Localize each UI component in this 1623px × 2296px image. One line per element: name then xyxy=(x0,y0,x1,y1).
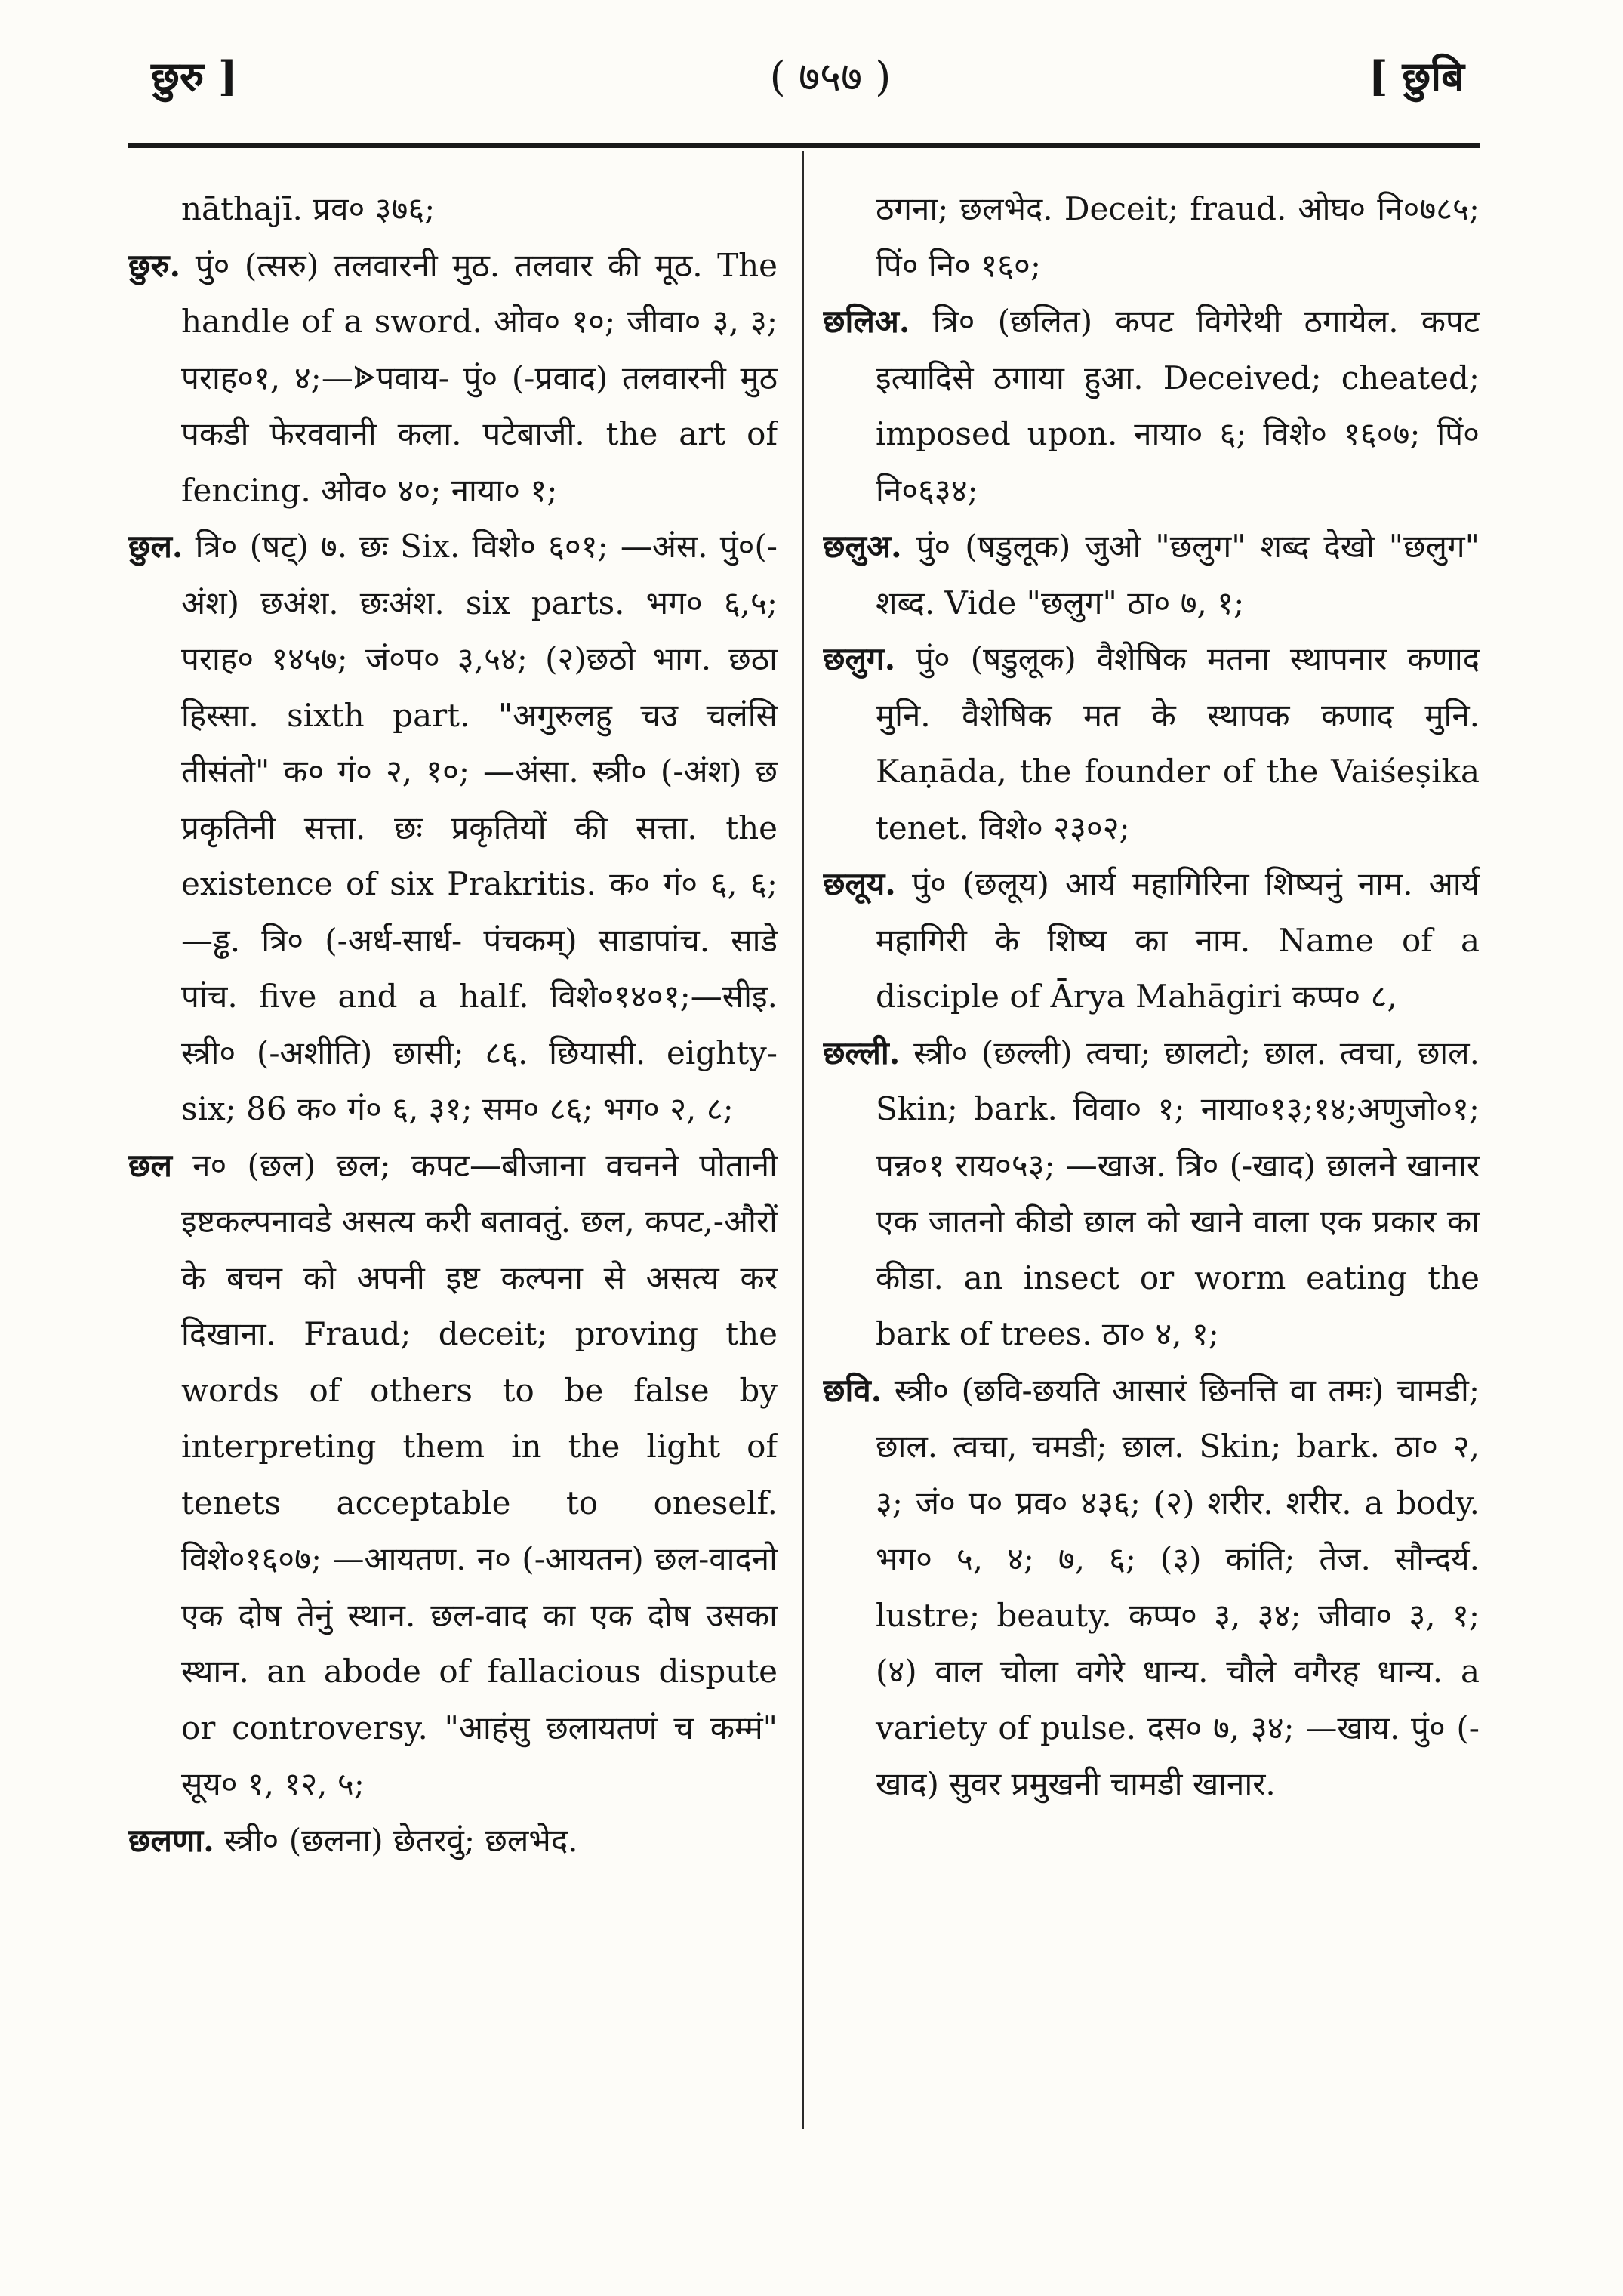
dictionary-entry xyxy=(128,519,778,1138)
entry-headword: छवि. xyxy=(823,1371,882,1409)
entry-definition: स्त्री० (छवि-छयति आसारं छिनत्ति वा तमः) चामडी; छाल. त्वचा, चमडी; छाल. Skin; bark. ठा० २, ३; जं० प० प्रव० ४३६; (२) शरीर. शरीर. a body. भग० ५, ४; ७, ६; (३) कांति; तेज. सौन्दर्य. lustre; beauty. कप्प० ३, ३४; जीवा० ३, १; (४) वाल चोला वगेरे धान्य. चौले वगैरह धान्य. a variety of pulse. दस० ७, ३४; —खाय. पुं० (-खाद) सुवर प्रमुखनी चामडी खानार. xyxy=(876,1371,1480,1802)
entry-headword: छलूय. xyxy=(823,865,896,902)
dictionary-entry xyxy=(823,856,1480,1025)
entry-headword: छुरु. xyxy=(128,246,181,284)
running-head-right: [ छुबि xyxy=(1368,52,1464,100)
entry-headword: छलुअ. xyxy=(823,528,902,565)
entry-continuation: nāthajī. प्रव० ३७६; xyxy=(181,190,436,227)
entry-definition: पुं० (षडुलूक) जुओ "छलुग" शब्द देखो "छलुग" शब्द. Vide "छलुग" ठा० ७, १; xyxy=(876,528,1480,621)
entry-headword: छलिअ. xyxy=(823,303,910,340)
entry-definition: स्त्री० (छलना) छेतरवुं; छलभेद. xyxy=(214,1821,578,1859)
entry-definition: पुं० (छलूय) आर्य महागिरिना शिष्यनुं नाम. आर्य महागिरी के शिष्य का नाम. Name of a disciple of Ārya Mahāgiri कप्प० ८, xyxy=(876,865,1480,1015)
entry-headword: छल्ली. xyxy=(823,1034,901,1071)
entry-definition: पुं० (त्सरु) तलवारनी मुठ. तलवार की मूठ. The handle of a sword. ओव० १०; जीवा० ३, ३; पराह०१, ४;—ᗎपवाय- पुं० (-प्रवाद) तलवारनी मुठ पकडी फेरववानी कला. पटेबाजी. the art of fencing. ओव० ४०; नाया० १; xyxy=(180,246,778,509)
entry-continuation: ठगना; छलभेद. Deceit; fraud. ओघ० नि०७८५; पिं० नि० १६०; xyxy=(876,190,1480,284)
header-rule xyxy=(128,143,1480,148)
entry-definition: न० (छल) छल; कपट—बीजाना वचनने पोतानी इष्टकल्पनावडे असत्य करी बतावतुं. छल, कपट,-औरों के बचन को अपनी इष्ट कल्पना से असत्य कर दिखाना. Fraud; deceit; proving the words of others to be false by interpreting them in the light of tenets acceptable to oneself. विशे०१६०७; —आयतण. न० (-आयतन) छल-वादनो एक दोष तेनुं स्थान. छल-वाद का एक दोष उसका स्थान. an abode of fallacious dispute or controversy. "आहंसु छलायतणं च कम्मं" सूय० १, १२, ५; xyxy=(171,1146,778,1802)
dictionary-entry xyxy=(823,294,1480,519)
entry-definition: त्रि० (षट्) ७. छः Six. विशे० ६०१; —अंस. पुं०(-अंश) छअंश. छःअंश. six parts. भग० ६,५; पराह० १४५७; जं०प० ३,५४; (२)छठो भाग. छठा हिस्सा. sixth part. "अगुरुलहु चउ चलंसि तीसंतो" क० गं० २, १०; —अंसा. स्त्री० (-अंश) छ प्रकृतिनी सत्ता. छः प्रकृतियों की सत्ता. the existence of six Prakritis. क० गं० ६, ६;—ड्ढ. त्रि० (-अर्ध-सार्ध- पंचकम्) साडापांच. साडे पांच. five and a half. विशे०१४०१;—सीइ. स्त्री० (-अशीति) छासी; ८६. छियासी. eighty-six; 86 क० गं० ६, ३१; सम० ८६; भग० २, ८; xyxy=(181,528,778,1127)
left-column xyxy=(128,181,778,2205)
dictionary-entry xyxy=(128,1138,778,1813)
entry-headword: छलणा. xyxy=(128,1821,214,1859)
dictionary-entry xyxy=(823,631,1480,856)
running-head-left: छुरु ] xyxy=(151,52,238,100)
entry-definition: त्रि० (छलित) कपट विगेरेथी ठगायेल. कपट इत्यादिसे ठगाया हुआ. Deceived; cheated; imposed upon. नाया० ६; विशे० १६०७; पिं० नि०६३४; xyxy=(876,303,1480,509)
entry-headword: छुल. xyxy=(128,528,183,565)
dictionary-entry xyxy=(128,238,778,519)
entry-headword: छलुग. xyxy=(823,640,896,677)
page-number: ( ७५७ ) xyxy=(769,53,892,100)
dictionary-entry xyxy=(823,1363,1480,1813)
dictionary-entry xyxy=(823,1025,1480,1363)
entry-definition: पुं० (षडुलूक) वैशेषिक मतना स्थापनार कणाद मुनि. वैशेषिक मत के स्थापक कणाद मुनि. Kaṇāda, the founder of the Vaiśeṣika tenet. विशे० २३०२; xyxy=(876,640,1480,846)
entry-definition: स्त्री० (छल्ली) त्वचा; छालटो; छाल. त्वचा, छाल. Skin; bark. विवा० १; नाया०१३;१४;अणुजो०१; पन्न०१ राय०५३; —खाअ. त्रि० (-खाद) छालने खानार एक जातनो कीडो छाल को खाने वाला एक प्रकार का कीडा. an insect or worm eating the bark of trees. ठा० ४, १; xyxy=(876,1034,1480,1352)
dictionary-entry xyxy=(823,519,1480,631)
right-column xyxy=(823,181,1480,2205)
entry-headword: छल xyxy=(128,1146,172,1184)
dictionary-entry xyxy=(128,1813,778,1869)
column-divider xyxy=(802,151,804,2129)
